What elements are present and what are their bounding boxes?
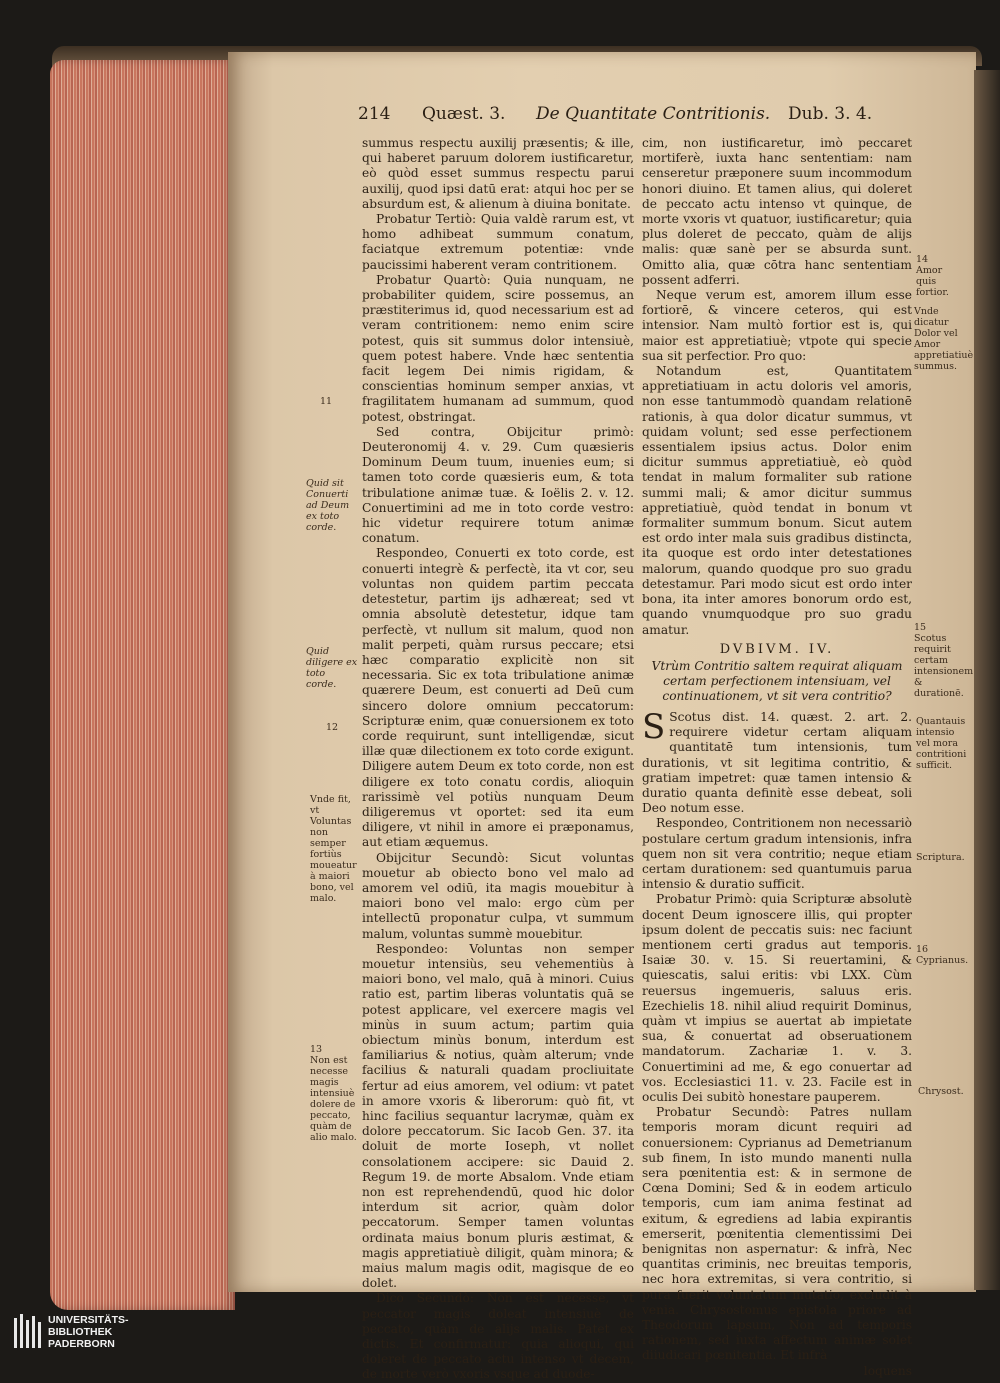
page-number: 214 xyxy=(358,104,391,124)
paragraph: Respondeo, Conuerti ex toto corde, est conuerti integrè & perfectè, ita vt cor, seu voluntas non quidem partim peccata detestetur, partim ijs adhæreat; sed vt omnia absolutè detestetur, idque tam perfectè, vt nullum sit malum, quod non malit perpeti, quàm rursus peccare; etsi hæc comparatio explicitè non sit necessaria. Sic ex tota tribulatione animæ quærere Deum, est conuerti ad Deū cum sincero dolore omnium peccatorum: Scripturæ enim, quæ conuersionem ex toto corde requirunt, sunt intelligendæ, sicut illæ quæ dilectionem ex toto corde exigunt. Diligere autem Deum ex toto corde, non est diligere ex toto conatu cordis, alioquin rarissimè vel potiùs nunquam Deum diligeremus vt oportet: sed ita eum diligere, vt nihil in amore ei præponamus, aut etiam æquemus. xyxy=(362,546,634,850)
margin-text: Quantauis intensio vel mora contritioni sufficit. xyxy=(916,716,967,771)
margin-text: Amor quis fortior. xyxy=(916,265,949,298)
dubium-question: Vtrùm Contritio saltem requirat aliquam certam perfectionem intensiuam, vel continuationem, vt sit vera contritio? xyxy=(651,658,903,703)
paragraph: Notandum est, Quantitatem appretiatiuam in actu doloris vel amoris, non esse tantummodò quandam relationē rationis, à qua dolor dicatur summus, vt quidam volunt; sed esse perfectionem essentialem ipsius actus. Dolor enim dicitur summus appretiatiuè, eò quòd tendat in malum formaliter sub ratione summi mali; & amor dicitur summus appretiatiuè, quòd tendat in bonum vt formaliter summum bonum. Sicut autem est ordo inter mala suis gradibus distincta, ita quoque est ordo inter detestationes malorum, quando quodque pro suo gradu detestamur. Pari modo sicut est ordo inter bona, ita inter amores bonorum ordo est, quando vnumquodque pro suo gradu amatur. xyxy=(642,364,912,637)
library-logo xyxy=(14,1312,164,1352)
margin-text: Chrysost. xyxy=(918,1086,964,1097)
margin-text: Cyprianus. xyxy=(916,955,969,966)
paragraph: Neque verum est, amorem illum esse fortiorē, & vincere ceteros, qui est intensior. Nam multò fortior est is, qui maior est appretiatiuè; vtpote qui specie sua sit perfectior. Pro quo: xyxy=(642,288,912,363)
margin-text: Scotus requirit certam intensionem & durationē. xyxy=(914,633,974,699)
margin-number: 13 xyxy=(310,1044,323,1055)
paragraph: Obijcitur Secundò: Sicut voluntas mouetur ab obiecto bono vel malo ad amorem vel odiū, ita magis mouebitur à maiori bono vel malo: ergo cùm per intellectū proponatur culpa, vt summum malum, voluntas summè mouebitur. xyxy=(362,850,634,941)
margin-note-right xyxy=(914,306,974,372)
margin-text: Vnde dicatur Dolor vel Amor appretiatiuè summus. xyxy=(914,306,974,372)
margin-note-right xyxy=(916,944,969,966)
margin-number: 15 xyxy=(914,622,927,633)
margin-note-left xyxy=(306,646,358,690)
catchword: loquens xyxy=(863,1363,912,1378)
left-column xyxy=(362,136,634,1383)
paragraph: Respondeo, Contritionem non necessariò postulare certum gradum intensionis, infra quem non sit vera contritio; neque etiam certam durationem: sed quantumuis parua intensio & duratio sufficit. xyxy=(642,816,912,892)
margin-text: Scriptura. xyxy=(916,852,965,863)
paragraph: Dico Secundò: Non est necesse, vt peccator magis doleat intensiuè de peccato, quàm de alijs malis. Patet ex dictis. Et confirmatur: quia alioqui, qui doleret de peccato actu intenso vt decem, de morte verò vxoris vsque ad duode- xyxy=(362,1291,634,1382)
paragraph: Probatur Primò: quia Scripturæ absolutè docent Deum ignoscere illis, qui propter ipsum dolent de peccatis suis: nec faciunt mentionem certi gradus aut temporis. Isaiæ 30. v. 15. Si reuertamini, & quiescatis, salui eritis: vbi LXX. Cùm reuersus ingemueris, saluus eris. Ezechielis 18. nihil aliud requirit Dominus, quàm vt impius se auertat ab impietate sua, & conuertat ad obseruationem mandatorum. Zachariæ 1. v. 3. Conuertimini ad me, & ego conuertar ad vos. Ecclesiastici 11. v. 23. Facile est in oculis Dei subitò honestare pauperem. xyxy=(642,892,912,1104)
dubium-heading: DVBIVM. IV. xyxy=(719,641,835,657)
margin-note-left xyxy=(310,1044,362,1143)
margin-note-right xyxy=(918,1086,962,1097)
book-gutter-shadow xyxy=(974,70,1000,1290)
margin-text: Quid diligere ex toto corde. xyxy=(306,646,358,690)
drop-cap-letter: S xyxy=(642,706,666,747)
margin-note-right xyxy=(916,716,967,771)
margin-note-right xyxy=(914,622,974,699)
logo-line: PADERBORN xyxy=(48,1338,115,1350)
header-dub: Dub. 3. 4. xyxy=(788,104,873,124)
header-quaest: Quæst. 3. xyxy=(422,104,506,124)
margin-note-left xyxy=(306,478,356,533)
paragraph: summus respectu auxilij præsentis; & ille, qui haberet paruum dolorem iustificaretur, eò quòd esset summus respectu parui auxilij, quod ipsi datū erat: atqui hoc per se absurdum est, & alienum à diuina bonitate. xyxy=(362,136,634,211)
library-logo-icon xyxy=(14,1314,44,1348)
paragraph: Probatur Tertiò: Quia valdè rarum est, vt homo adhibeat summum conatum, faciatque extremum potentiæ: vnde paucissimi haberent veram contritionem. xyxy=(362,212,634,272)
header-title: De Quantitate Contritionis. xyxy=(536,104,771,124)
paragraph-with-dropcap xyxy=(642,706,912,816)
margin-number: 11 xyxy=(320,396,333,407)
margin-text: Quid sit Conuerti ad Deum ex toto corde. xyxy=(306,478,350,533)
page-edges xyxy=(50,60,235,1310)
margin-number: 12 xyxy=(326,722,339,733)
logo-line: BIBLIOTHEK xyxy=(48,1326,113,1338)
paragraph: Probatur Quartò: Quia nunquam, ne probabiliter quidem, scire possemus, an præstiterimus id, quod necessarium est ad veram contritionem: nemo enim scire potest, quis sit summus dolor intensiuè, quem potest habere. Vnde hæc sententia facit legem Dei nimis rigidam, & conscientias hominum semper anxias, vt fragilitatem humanam ad summum, quod potest, obstringat. xyxy=(362,272,634,424)
margin-note-right xyxy=(916,852,965,863)
paragraph: Probatur Secundò: Patres nullam temporis moram dicunt requiri ad conuersionem: Cyprianus ad Demetrianum sub finem, In isto mundo manenti nulla sera pœnitentia est: & in sermone de Cœna Domini; Sed & in eodem articulo temporis, cum iam anima festinat ad exitum, & egrediens ad labia expirantis emerserit, pœnitentia clementissimi Dei benignitas non aspernatur: & infrà, Nec quantitas criminis, nec breuitas temporis, nec hora extremitas, si vera contritio, si pura fuerit voluntatum mutatio, excludit à venia. Chrysostomus epistola priore ad Theodorum lapsum, Non ad temporis rationem, sed iuxta affectum animæ solet diiudicari pœnitentia. Et infrà xyxy=(642,1105,912,1363)
margin-number: 14 xyxy=(916,254,929,265)
margin-note-right xyxy=(916,254,960,298)
logo-line: UNIVERSITÄTS- xyxy=(48,1314,129,1326)
paragraph-text: Scotus dist. 14. quæst. 2. art. 2. requirere videtur certam aliquam quantitatē tum intensionis, tum durationis, vt sit legitima contritio, & gratiam impetret: quæ tamen intensio & duratio quanta definitè esse debeat, soli Deo notum esse. xyxy=(642,709,912,816)
margin-note-left xyxy=(320,396,356,407)
paragraph: Sed contra, Obijcitur primò: Deuteronomij 4. v. 29. Cum quæsieris Dominum Deum tuum, inuenies eum; si tamen toto corde quæsieris eum, & tota tribulatione animæ tuæ. & Ioëlis 2. v. 12. Conuertimini ad me in toto corde vestro: hic videtur requirere totum animæ conatum. xyxy=(362,424,634,546)
margin-number: 16 xyxy=(916,944,929,955)
paragraph: cim, non iustificaretur, imò peccaret mortiferè, iuxta hanc sententiam: nam censeretur præponere suum incommodum honori diuino. Et tamen alius, qui doleret de peccato actu intenso vt quinque, de morte vxoris vt quatuor, iustificaretur; quia plus doleret de peccato, quàm de alijs malis: quæ sanè per se absurda sunt. Omitto alia, quæ cōtra hanc sententiam possent adferri. xyxy=(642,136,912,287)
right-column xyxy=(642,136,912,1379)
library-logo-text xyxy=(48,1314,129,1350)
margin-text: Non est necesse magis intensiuè dolere de peccato, quàm de alio malo. xyxy=(310,1055,357,1143)
margin-text: Vnde fit, vt Voluntas non semper fortiùs moueatur à maiori bono, vel malo. xyxy=(310,794,357,904)
margin-note-left xyxy=(326,722,356,733)
margin-note-left xyxy=(310,794,360,904)
paragraph: Respondeo: Voluntas non semper mouetur intensiùs, seu vehementiùs à maiori bono, vel malo, quā à minori. Cuius ratio est, partim liberas voluntatis quā se potest applicare, vel exercere magis vel minùs in suum actum; partim quia obiectum minùs bonum, interdum est familiarius & notius, quàm alterum; vnde facilius & naturali quadam procliuitate fertur ad eius amorem, vel odium: vt patet in amore vxoris & liberorum: quò fit, vt hinc facilius sequantur lacrymæ, quàm ex dolore peccatorum. Sic Iacob Gen. 37. ita doluit de morte Ioseph, vt nollet consolationem accipere: sic Dauid 2. Regum 19. de morte Absalom. Vnde etiam non est reprehendendū, quod hic dolor interdum sit acrior, quàm dolor peccatorum. Semper tamen voluntas ordinata maius bonum pluris æstimat, & magis appretiatiuè diligit, quàm minora; & maius malum magis odit, magisque de eo dolet. xyxy=(362,941,634,1291)
